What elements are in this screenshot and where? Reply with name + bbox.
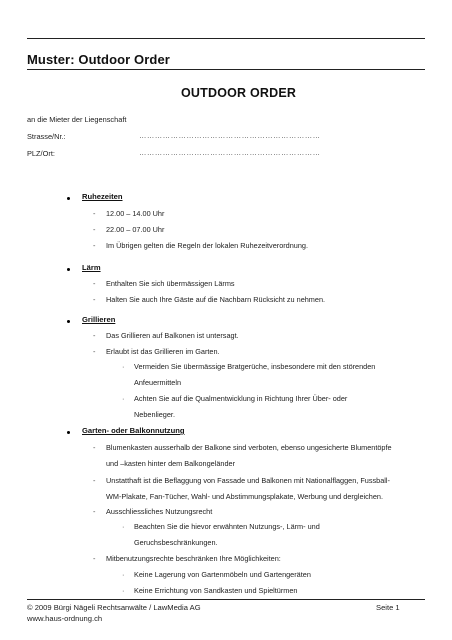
list-item-line: und –kasten hinter dem Balkongeländer xyxy=(106,459,235,468)
bullet-icon xyxy=(67,320,70,323)
sub-dash-marker: · xyxy=(122,394,125,403)
list-item: Enthalten Sie sich übermässigen Lärms xyxy=(106,279,235,288)
list-item: 12.00 – 14.00 Uhr xyxy=(106,209,165,218)
dash-marker: - xyxy=(93,331,96,340)
list-item-line: Blumenkasten ausserhalb der Balkone sind verboten, ebenso ungesicherte Blumentöpfe xyxy=(106,443,392,452)
sub-list-item-line: Vermeiden Sie übermässige Bratgerüche, insbesondere mit den störenden xyxy=(134,362,376,371)
list-item: Ausschliessliches Nutzungsrecht xyxy=(106,507,213,516)
footer-website-link[interactable]: www.haus-ordnung.ch xyxy=(27,614,103,623)
dash-marker: - xyxy=(93,295,96,304)
sub-dash-marker: · xyxy=(122,586,125,595)
list-item: Halten Sie auch Ihre Gäste auf die Nachbarn Rücksicht zu nehmen. xyxy=(106,295,326,304)
zip-city-label: PLZ/Ort: xyxy=(27,149,55,158)
top-rule xyxy=(27,38,425,39)
list-item: Mitbenutzungsrechte beschränken Ihre Möglichkeiten: xyxy=(106,554,281,563)
dash-marker: - xyxy=(93,209,96,218)
bullet-icon xyxy=(67,197,70,200)
street-label: Strasse/Nr.: xyxy=(27,132,66,141)
sub-list-item-line: Nebenlieger. xyxy=(134,410,175,419)
dash-marker: - xyxy=(93,241,96,250)
recipient-line: an die Mieter der Liegenschaft xyxy=(27,115,127,124)
document-title: OUTDOOR ORDER xyxy=(181,86,297,100)
sub-list-item-line: Beachten Sie die hievor erwähnten Nutzungs-, Lärm- und xyxy=(134,522,320,531)
list-item: Das Grillieren auf Balkonen ist untersagt. xyxy=(106,331,239,340)
sub-list-item-line: Achten Sie auf die Qualmentwicklung in Richtung Ihrer Über- oder xyxy=(134,394,348,403)
dash-marker: - xyxy=(93,347,96,356)
list-item-line: Unstatthaft ist die Beflaggung von Fassade und Balkonen mit Nationalflaggen, Fussball- xyxy=(106,476,390,485)
sub-list-item-line: Keine Errichtung von Sandkasten und Spieltürmen xyxy=(134,586,298,595)
sub-list-item-line: Anfeuermitteln xyxy=(134,378,182,387)
section-heading-ruhezeiten: Ruhezeiten xyxy=(82,192,123,201)
section-heading-grillieren: Grillieren xyxy=(82,315,116,324)
sub-dash-marker: · xyxy=(122,522,125,531)
page-heading: Muster: Outdoor Order xyxy=(27,52,170,67)
bullet-icon xyxy=(67,268,70,271)
list-item: Im Übrigen gelten die Regeln der lokalen Ruhezeitverordnung. xyxy=(106,241,309,250)
sub-dash-marker: · xyxy=(122,570,125,579)
dash-marker: - xyxy=(93,507,96,516)
sub-list-item-line: Geruchsbeschränkungen. xyxy=(134,538,218,547)
dash-marker: - xyxy=(93,554,96,563)
list-item: Erlaubt ist das Grillieren im Garten. xyxy=(106,347,220,356)
section-heading-garten: Garten- oder Balkonnutzung xyxy=(82,426,185,435)
heading-rule xyxy=(27,69,425,70)
footer-copyright: © 2009 Bürgi Nägeli Rechtsanwälte / LawMedia AG xyxy=(27,603,201,612)
dash-marker: - xyxy=(93,443,96,452)
street-value: …………………………………………………………… xyxy=(139,131,321,140)
section-heading-laerm: Lärm xyxy=(82,263,101,272)
dash-marker: - xyxy=(93,225,96,234)
list-item: 22.00 – 07.00 Uhr xyxy=(106,225,165,234)
footer-page-number: Seite 1 xyxy=(376,603,400,612)
footer-rule xyxy=(27,599,425,600)
zip-city-value: …………………………………………………………… xyxy=(139,148,321,157)
dash-marker: - xyxy=(93,476,96,485)
dash-marker: - xyxy=(93,279,96,288)
sub-dash-marker: · xyxy=(122,362,125,371)
list-item-line: WM-Plakate, Fan-Tücher, Wahl- und Abstimmungsplakate, Werbung und dergleichen. xyxy=(106,492,384,501)
sub-list-item-line: Keine Lagerung von Gartenmöbeln und Gartengeräten xyxy=(134,570,311,579)
bullet-icon xyxy=(67,431,70,434)
